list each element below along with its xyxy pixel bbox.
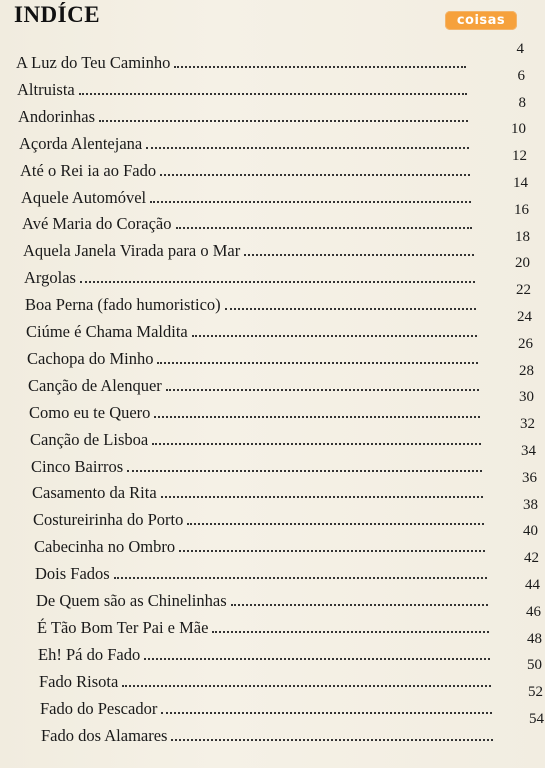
toc-entry-title: Cachopa do Minho xyxy=(27,349,154,368)
toc-entry xyxy=(33,509,484,529)
toc-entry xyxy=(18,106,468,126)
toc-entry xyxy=(32,482,483,502)
dot-leader xyxy=(171,739,493,741)
toc-entry-title: Casamento da Rita xyxy=(32,483,157,502)
toc-page-number: 20 xyxy=(515,255,530,271)
toc-entry xyxy=(40,698,492,718)
toc-page-number: 16 xyxy=(514,202,529,218)
toc-entry-title: É Tão Bom Ter Pai e Mãe xyxy=(37,618,209,637)
toc-page-number: 30 xyxy=(519,389,534,405)
toc-page-number: 10 xyxy=(511,121,526,137)
dot-leader xyxy=(176,227,472,229)
toc-entry xyxy=(29,402,480,422)
dot-leader xyxy=(192,335,477,337)
dot-leader xyxy=(244,254,474,256)
toc-entry-title: Argolas xyxy=(24,268,76,287)
toc-page-number: 46 xyxy=(526,604,541,620)
toc-entry xyxy=(39,671,491,691)
toc-entry xyxy=(23,240,474,260)
dot-leader xyxy=(174,66,466,68)
toc-entry xyxy=(21,187,471,207)
dot-leader xyxy=(187,523,484,525)
toc-page-number: 42 xyxy=(524,550,539,566)
toc-entry xyxy=(28,375,479,395)
dot-leader xyxy=(152,443,481,445)
toc-page-number: 52 xyxy=(528,684,543,700)
toc-page-number: 36 xyxy=(522,470,537,486)
index-heading: INDÍCE xyxy=(14,2,101,27)
toc-entry-title: Fado dos Alamares xyxy=(41,726,168,745)
toc-page-number: 4 xyxy=(516,41,524,57)
dot-leader xyxy=(231,604,488,606)
toc-entry xyxy=(30,429,481,449)
toc-entry-title: Ciúme é Chama Maldita xyxy=(26,322,188,341)
toc-page-number: 32 xyxy=(520,416,535,432)
toc-entry xyxy=(26,321,477,341)
dot-leader xyxy=(122,685,491,687)
dot-leader xyxy=(225,308,476,310)
toc-page-number: 22 xyxy=(516,282,531,298)
toc-entry xyxy=(17,79,467,99)
toc-entry-title: Como eu te Quero xyxy=(29,403,151,422)
toc-entry-title: De Quem são as Chinelinhas xyxy=(36,591,227,610)
toc-page-number: 44 xyxy=(525,577,540,593)
dot-leader xyxy=(114,577,487,579)
dot-leader xyxy=(99,120,468,122)
toc-entry xyxy=(31,456,482,476)
toc-entry xyxy=(20,160,470,180)
toc-entry xyxy=(25,294,476,314)
toc-page-number: 18 xyxy=(515,229,530,245)
dot-leader xyxy=(179,550,485,552)
coisas-logo: coisas xyxy=(445,11,517,30)
toc-entry-title: Dois Fados xyxy=(35,564,110,583)
dot-leader xyxy=(154,416,480,418)
toc-entry-title: Eh! Pá do Fado xyxy=(38,645,141,664)
toc-entry-title: Avé Maria do Coração xyxy=(22,214,172,233)
toc-entry-title: Canção de Lisboa xyxy=(30,430,149,449)
dot-leader xyxy=(161,496,483,498)
toc-page-number: 28 xyxy=(519,363,534,379)
toc-entry-title: Altruista xyxy=(17,80,75,99)
dot-leader xyxy=(150,201,471,203)
toc-entry xyxy=(41,725,493,745)
toc-page-number: 8 xyxy=(518,95,526,111)
toc-page-number: 24 xyxy=(517,309,532,325)
toc-page-number: 26 xyxy=(518,336,533,352)
toc-entry-title: Costureirinha do Porto xyxy=(33,510,184,529)
toc-page-number: 6 xyxy=(517,68,525,84)
toc-entry-title: Até o Rei ia ao Fado xyxy=(20,161,157,180)
toc-entry-title: Aquele Automóvel xyxy=(21,188,147,207)
dot-leader xyxy=(146,147,469,149)
toc-entry xyxy=(34,536,485,556)
toc-entry xyxy=(36,590,488,610)
dot-leader xyxy=(157,362,478,364)
toc-entry xyxy=(22,213,472,233)
toc-entry xyxy=(16,52,466,72)
toc-entry xyxy=(27,348,478,368)
toc-entry xyxy=(37,617,489,637)
toc-entry-title: Aquela Janela Virada para o Mar xyxy=(23,241,241,260)
dot-leader xyxy=(127,470,482,472)
toc-page-number: 50 xyxy=(527,657,542,673)
toc-entry xyxy=(24,267,475,287)
toc-entry-title: Fado Risota xyxy=(39,672,119,691)
dot-leader xyxy=(212,631,489,633)
toc-entry-title: Andorinhas xyxy=(18,107,95,126)
toc-page-number: 40 xyxy=(523,523,538,539)
toc-entry-title: Cabecinha no Ombro xyxy=(34,537,176,556)
toc-entry-title: Canção de Alenquer xyxy=(28,376,162,395)
toc-page-number: 48 xyxy=(527,631,542,647)
toc-page-number: 34 xyxy=(521,443,536,459)
toc-page-number: 54 xyxy=(529,711,544,727)
toc-entry-title: Cinco Bairros xyxy=(31,457,124,476)
toc-page-number: 12 xyxy=(512,148,527,164)
toc-entry-title: Fado do Pescador xyxy=(40,699,158,718)
dot-leader xyxy=(80,281,475,283)
toc-entry xyxy=(19,133,469,153)
dot-leader xyxy=(79,93,467,95)
toc-page-number: 14 xyxy=(513,175,528,191)
dot-leader xyxy=(161,712,492,714)
dot-leader xyxy=(144,658,490,660)
toc-page-number: 38 xyxy=(523,497,538,513)
dot-leader xyxy=(166,389,479,391)
toc-entry xyxy=(38,644,490,664)
toc-entry xyxy=(35,563,487,583)
toc-entry-title: Boa Perna (fado humoristico) xyxy=(25,295,221,314)
dot-leader xyxy=(160,174,470,176)
toc-entry-title: Açorda Alentejana xyxy=(19,134,143,153)
toc-entry-title: A Luz do Teu Caminho xyxy=(16,53,171,72)
